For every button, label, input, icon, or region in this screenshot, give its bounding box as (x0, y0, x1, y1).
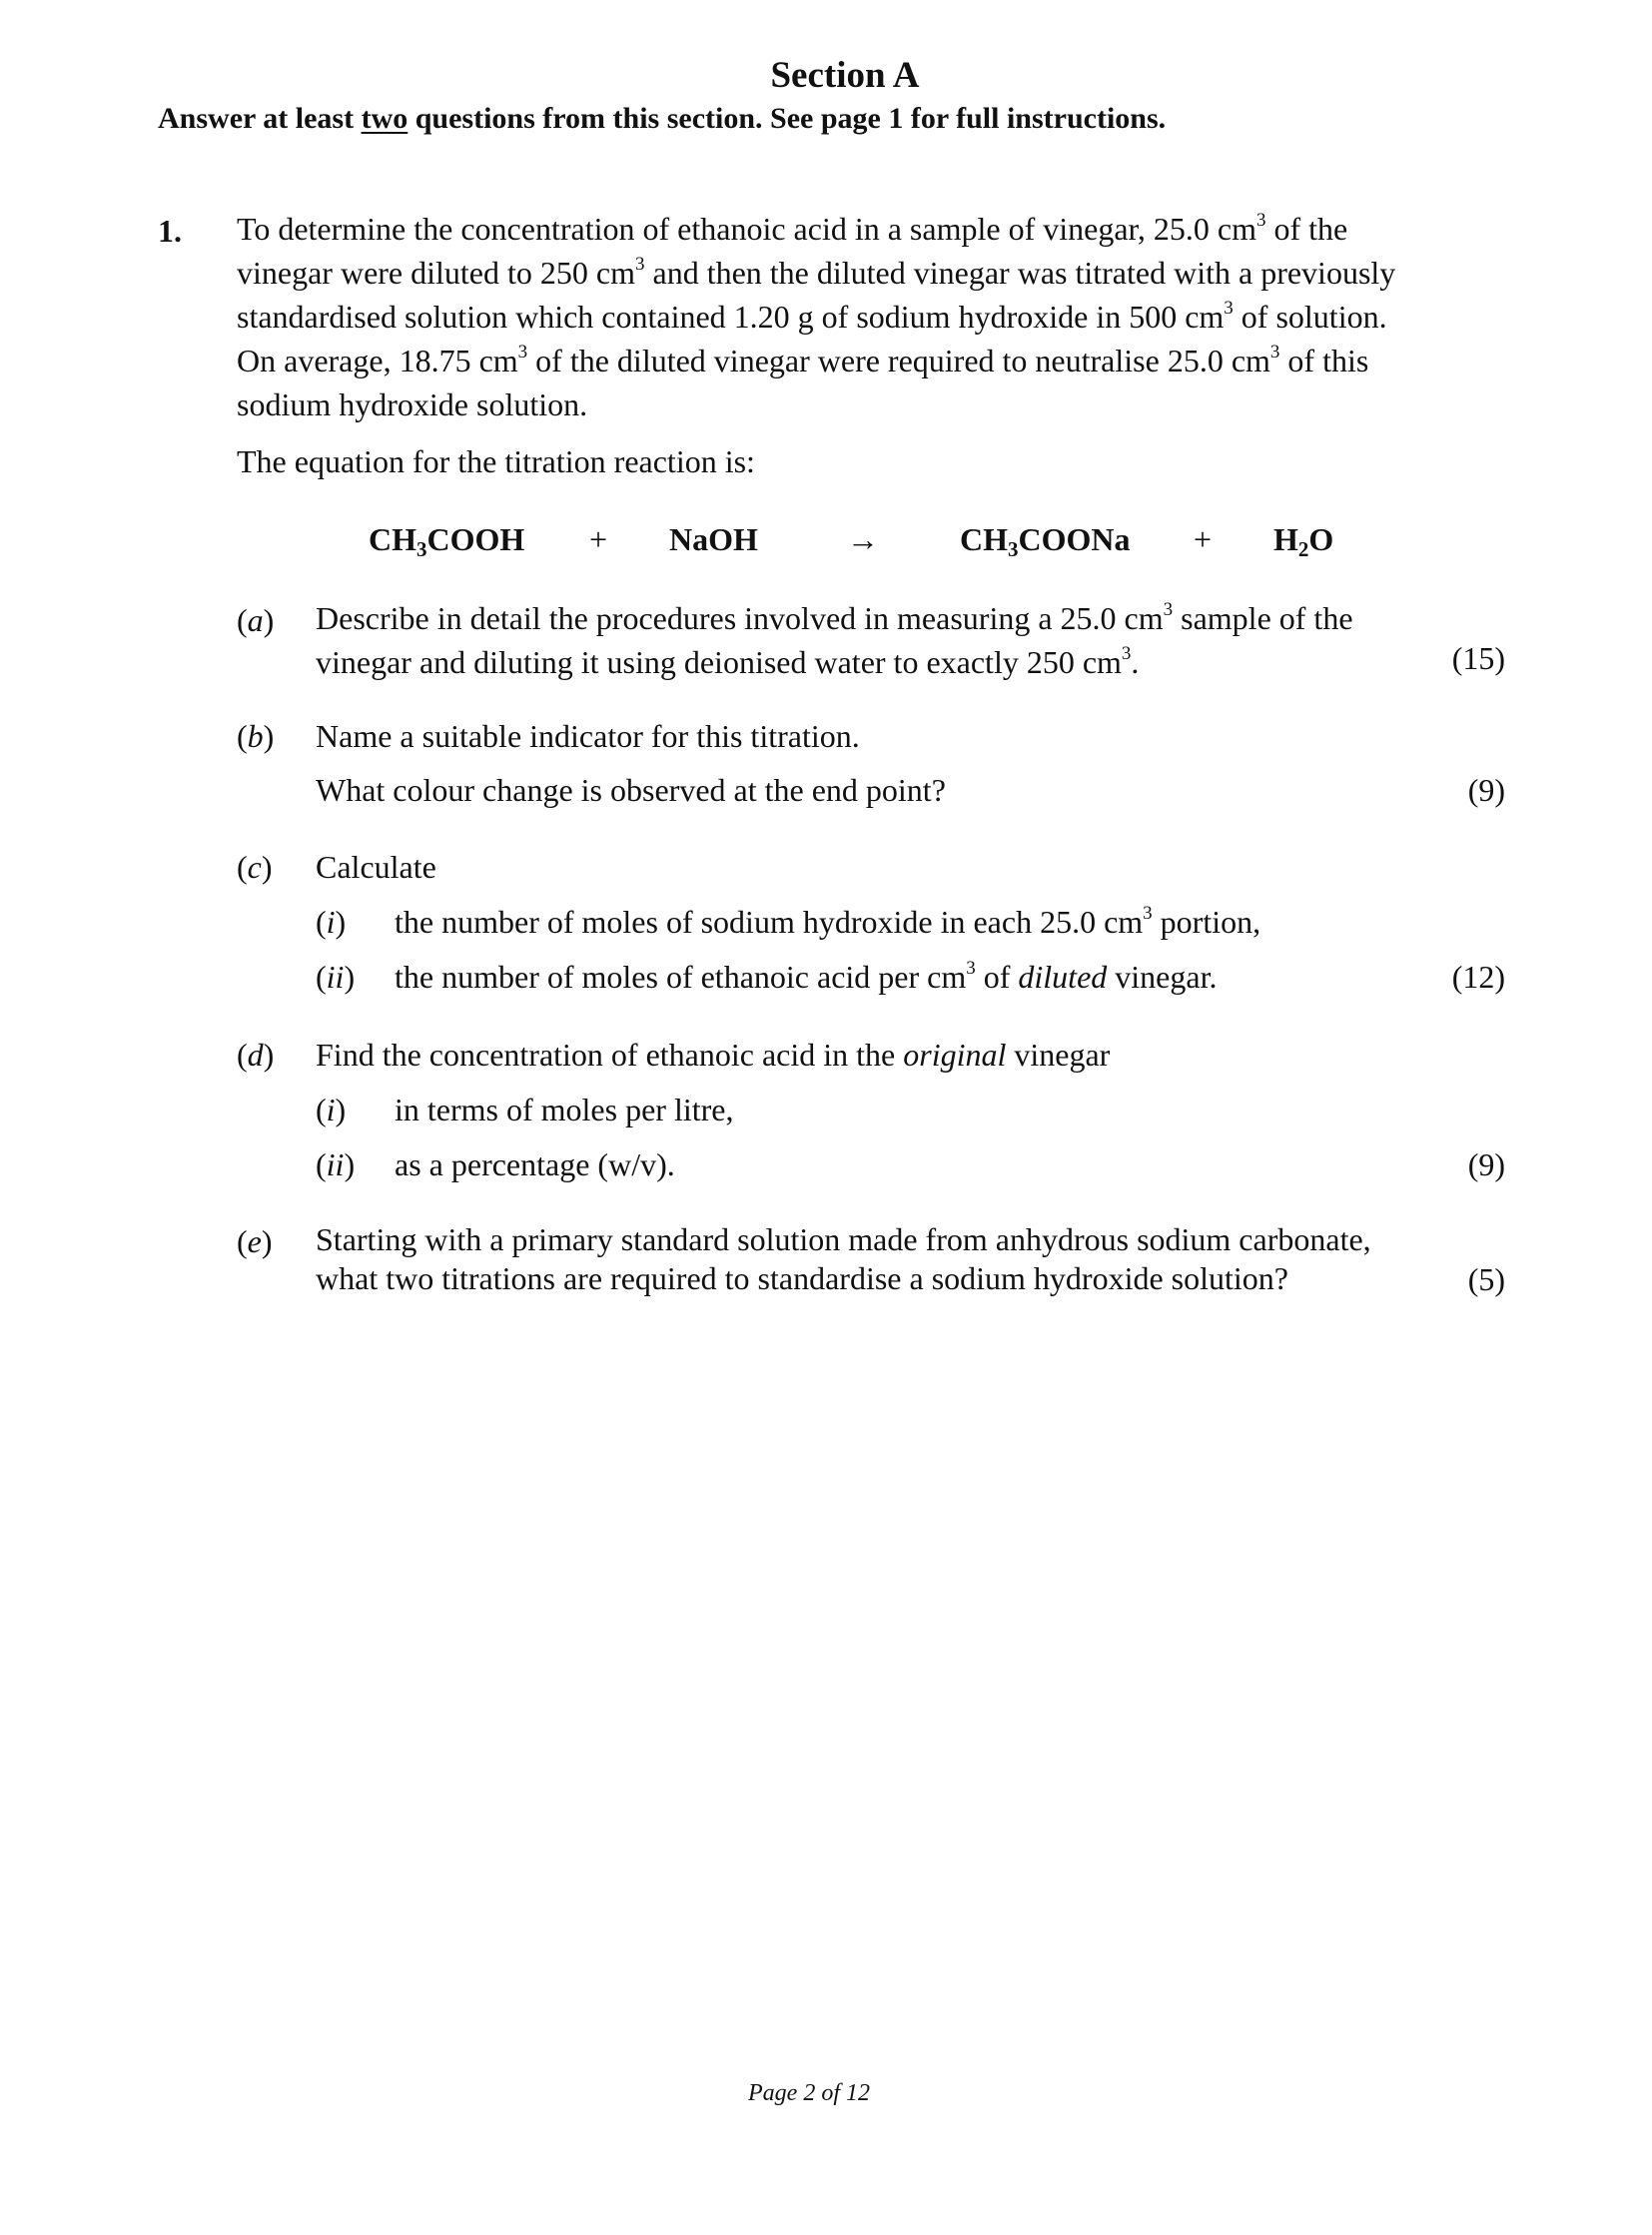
equation-intro: The equation for the titration reaction is: (237, 443, 755, 479)
part-d-ii-text: as a percentage (w/v). (395, 1146, 675, 1182)
part-c-marks: (12) (1451, 959, 1505, 995)
part-b-line1: Name a suitable indicator for this titration. (316, 718, 860, 754)
reactant-ethanoic-acid: $CH_3COOH$ (369, 521, 525, 561)
plus-sign: + (1194, 521, 1213, 557)
question-number: 1. (158, 213, 182, 249)
part-d-line1: Find the concentration of ethanoic acid in the original vinegar (316, 1037, 1111, 1073)
section-instructions: Answer at least two questions from this section. See page 1 for full instructions. (158, 102, 1167, 135)
section-title: Section A (770, 55, 920, 96)
part-d-ii-label: (ii) (316, 1146, 356, 1182)
plus-sign: + (589, 521, 608, 557)
part-c-i-label: (i) (316, 904, 347, 940)
part-e-text: Starting with a primary standard solution made from anhydrous sodium carbonate, what two titrations are required to standardise a sodium hydroxide solution? (316, 1221, 1371, 1296)
part-c-ii-label: (ii) (316, 959, 356, 995)
part-e-label: (e) (237, 1223, 273, 1259)
part-c-line1: Calculate (316, 849, 436, 885)
reactant-naoh: NaOH (669, 521, 758, 557)
part-d-i-text: in terms of moles per litre, (395, 1092, 734, 1127)
part-b-label: (b) (237, 718, 275, 754)
question-stem: To determine the concentration of ethanoic acid in a sample of vinegar, 25.0 $cm^3$ of the vinegar were diluted to 250 $cm^3$ and then the diluted vinegar was titrated with a previously standardised solution which contained 1.20 g of sodium hydroxide in 500 $cm^3$ of solution. On average, 18.75 $cm^3$ of the diluted vinegar were required to neutralise 25.0 $cm^3$ of this sodium hydroxide solution. (237, 210, 1396, 422)
part-c-label: (c) (237, 849, 273, 885)
emphasis-two: two (361, 102, 409, 135)
part-d-marks: (9) (1467, 1146, 1505, 1182)
part-c-ii-text: the number of moles of ethanoic acid per $cm^3$ of diluted vinegar. (395, 958, 1218, 995)
part-d-i-label: (i) (316, 1092, 347, 1127)
part-a-text: Describe in detail the procedures involved in measuring a 25.0 $cm^3$ sample of the vinegar and diluting it using deionised water to exactly 250 $cm^3$. (316, 599, 1353, 680)
part-c-i-text: the number of moles of sodium hydroxide in each 25.0 $cm^3$ portion, (395, 903, 1261, 940)
part-a-marks: (15) (1451, 640, 1505, 676)
part-a-label: (a) (237, 602, 275, 638)
page-number: Page 2 of 12 (748, 2080, 870, 2106)
part-b-marks: (9) (1467, 772, 1505, 808)
reaction-arrow: → (847, 521, 879, 557)
part-d-label: (d) (237, 1037, 275, 1073)
part-b-line2: What colour change is observed at the end point? (316, 772, 946, 808)
product-water: $H_2O$ (1273, 521, 1334, 561)
part-e-marks: (5) (1467, 1261, 1505, 1297)
product-sodium-ethanoate: $CH_3COONa$ (960, 521, 1131, 561)
